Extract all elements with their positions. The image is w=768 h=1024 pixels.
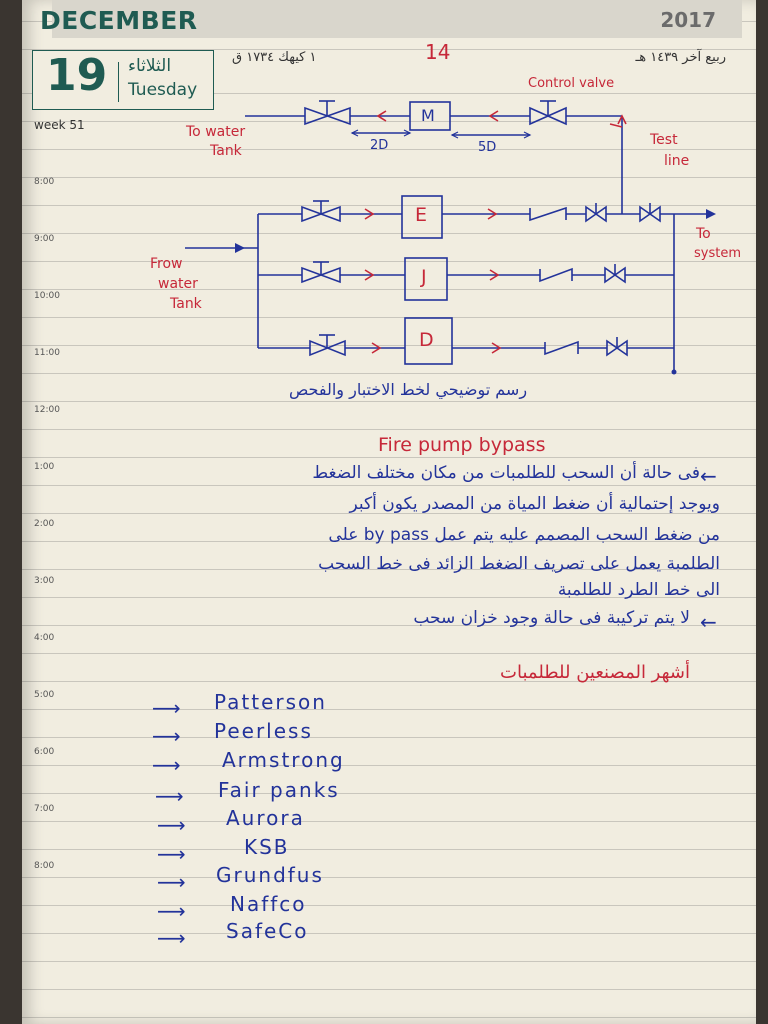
test-line-label: Test: [650, 132, 678, 148]
arrow-right-icon: ⟶: [152, 753, 181, 777]
to-water-tank-label: To water: [186, 124, 246, 140]
hour-label: 6:00: [34, 747, 55, 757]
distance-2d-label: 2D: [370, 138, 389, 153]
from-water-tank-label: Frow: [150, 256, 183, 272]
hour-label: 10:00: [34, 291, 60, 301]
test-line-label-2: line: [664, 153, 690, 169]
hour-label: 2:00: [34, 519, 55, 529]
page-number: 14: [425, 40, 451, 64]
meter-label: M: [421, 106, 435, 125]
manufacturer-item: Aurora: [226, 806, 305, 830]
hour-label: 8:00: [34, 177, 55, 187]
section-title-manufacturers: أشهر المصنعين للطلمبات: [500, 662, 690, 683]
arrow-right-icon: ⟶: [157, 899, 186, 923]
arrow-right-icon: ⟶: [157, 926, 186, 950]
pump-label-j: J: [421, 266, 427, 288]
week-label: week 51: [34, 118, 85, 132]
bypass-line-3: من ضغط السحب المصمم عليه يتم عمل by pass على: [328, 525, 720, 545]
arrow-right-icon: ⟶: [152, 724, 181, 748]
bypass-line-2: ويوجد إحتمالية أن ضغط المياة من المصدر يكون أكبر: [349, 494, 720, 514]
distance-5d-label: 5D: [478, 140, 497, 155]
to-water-tank-label-2: Tank: [210, 143, 242, 159]
hour-label: 3:00: [34, 576, 55, 586]
section-title-bypass: Fire pump bypass: [378, 434, 546, 456]
coptic-date: ١ كيهك ١٧٣٤ ق: [232, 50, 317, 65]
day-number: 19: [46, 50, 108, 101]
manufacturer-item: Patterson: [214, 690, 327, 714]
to-system-label-2: system: [694, 246, 741, 261]
manufacturer-item: Grundfus: [216, 863, 324, 887]
diagram-caption: رسم توضيحي لخط الاختبار والفحص: [288, 380, 528, 399]
hour-label: 11:00: [34, 348, 60, 358]
manufacturer-item: Naffco: [230, 892, 307, 916]
arrow-right-icon: ⟶: [155, 784, 184, 808]
manufacturer-item: Fair panks: [218, 778, 340, 802]
to-system-label: To: [696, 226, 711, 242]
day-name-arabic: الثلاثاء: [128, 56, 172, 76]
pump-label-e: E: [415, 204, 428, 226]
arrow-right-icon: ⟶: [157, 870, 186, 894]
from-water-tank-label-3: Tank: [170, 296, 202, 312]
hour-label: 12:00: [34, 405, 60, 415]
hour-label: 7:00: [34, 804, 55, 814]
arrow-right-icon: ⟶: [152, 696, 181, 720]
bypass-line-4: الطلمبة يعمل على تصريف الضغط الزائد فى خط السحب: [318, 554, 720, 574]
arrow-bullet-icon: ←: [700, 464, 717, 488]
bypass-line-5: الى خط الطرد للطلمبة: [557, 580, 720, 600]
bypass-line-6: لا يتم تركيبة فى حالة وجود خزان سحب: [413, 608, 690, 628]
hour-label: 1:00: [34, 462, 55, 472]
bypass-line-1: فى حالة أن السحب للطلمبات من مكان مختلف الضغط: [312, 463, 700, 483]
hour-label: 8:00: [34, 861, 55, 871]
pump-label-d: D: [419, 329, 434, 351]
month-title: DECEMBER: [40, 6, 198, 35]
control-valve-label: Control valve: [528, 76, 615, 91]
arrow-right-icon: ⟶: [157, 813, 186, 837]
arrow-bullet-icon: ←: [700, 610, 717, 634]
day-name-english: Tuesday: [128, 80, 198, 100]
year-label: 2017: [660, 8, 716, 32]
hour-label: 4:00: [34, 633, 55, 643]
manufacturer-item: KSB: [244, 835, 290, 859]
manufacturer-item: SafeCo: [226, 919, 309, 943]
hijri-date: ربيع آخر ١٤٣٩ هـ: [635, 50, 726, 65]
manufacturer-item: Peerless: [214, 719, 313, 743]
manufacturer-item: Armstrong: [222, 748, 345, 772]
hour-label: 9:00: [34, 234, 55, 244]
from-water-tank-label-2: water: [158, 276, 198, 292]
arrow-right-icon: ⟶: [157, 842, 186, 866]
hour-label: 5:00: [34, 690, 55, 700]
